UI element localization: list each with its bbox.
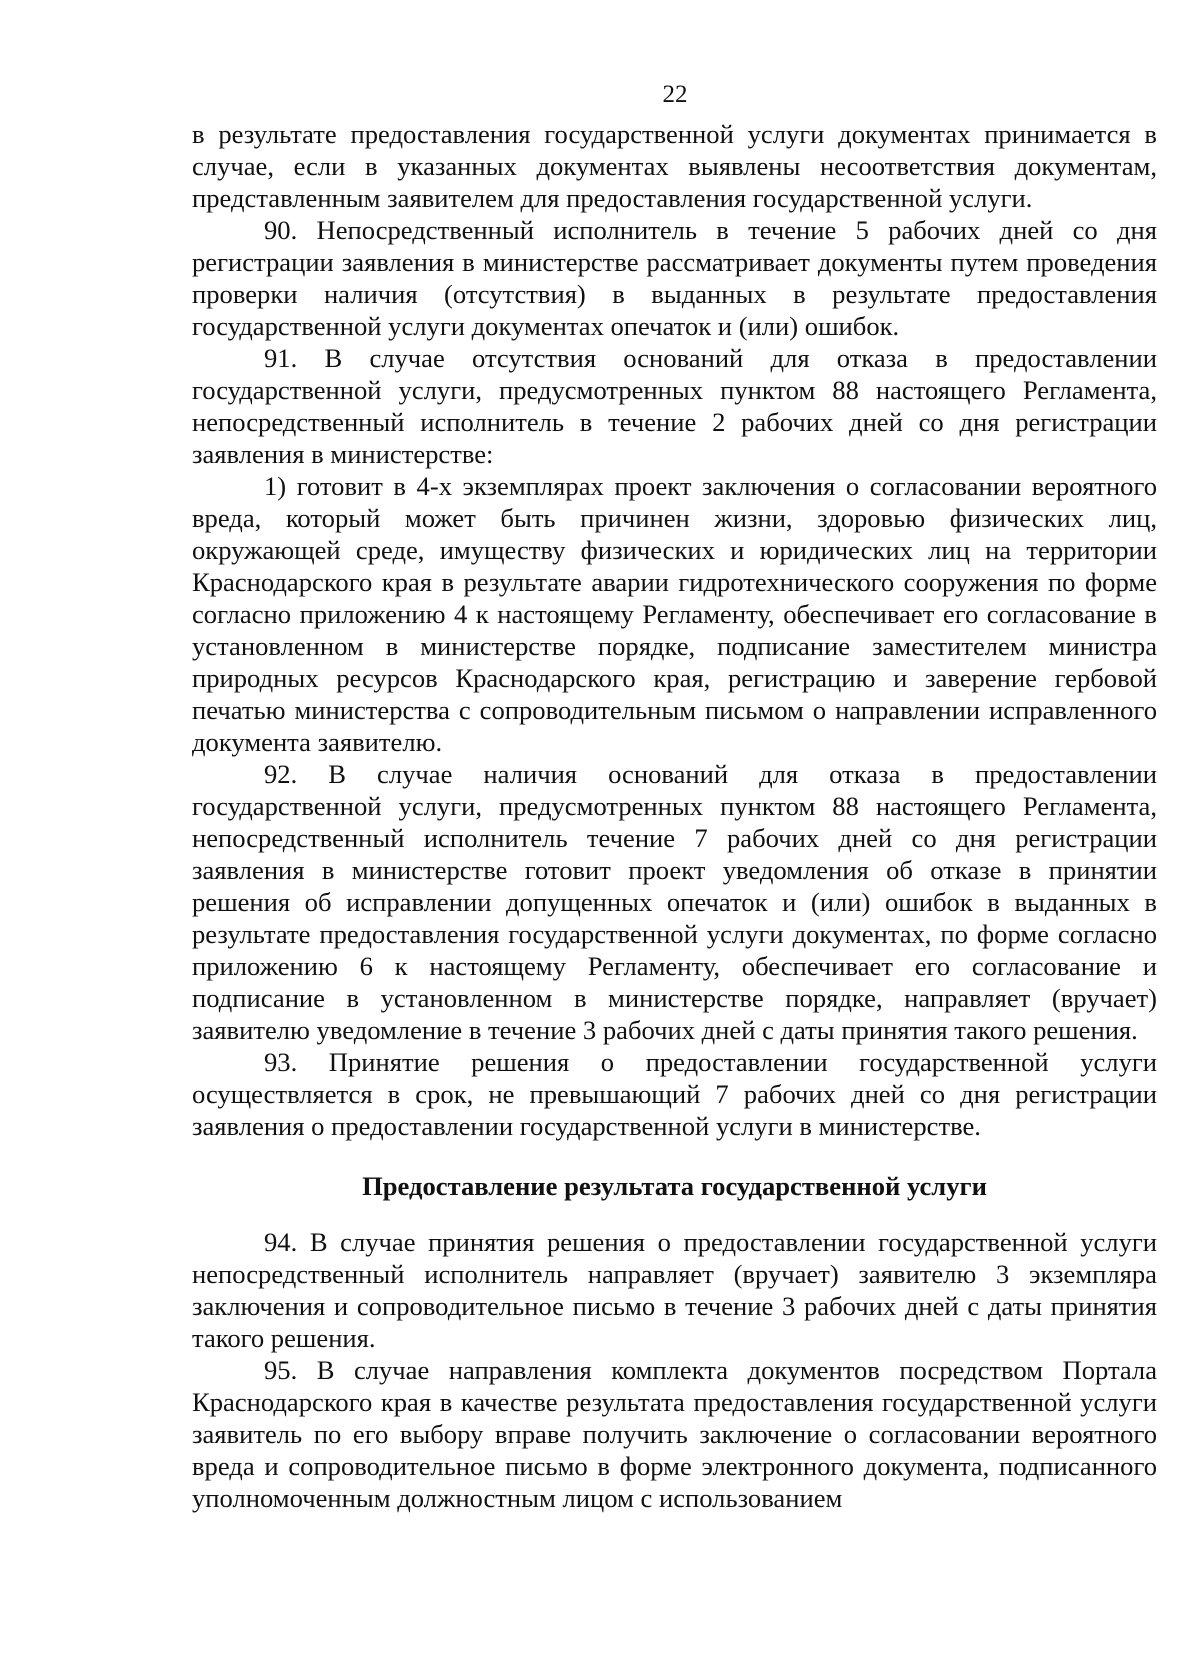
paragraph-91-item-1: 1) готовит в 4-х экземплярах проект заключения о согласовании вероятного вреда, который может быть причинен жизни, здоровью физических лиц, окружающей среде, имуществу физических и юридических лиц на территории Краснодарского края в результате аварии гидротехнического сооружения по форме согласно приложению 4 к настоящему Регламенту, обеспечивает его согласование в установленном в министерстве порядке, подписание заместителем министра природных ресурсов Краснодарского края, регистрацию и заверение гербовой печатью министерства с сопроводительным письмом о направлении исправленного документа заявителю. — [192, 471, 1157, 757]
paragraph-continuation: в результате предоставления государственной услуги документах принимается в случае, если в указанных документах выявлены несоответствия документам, представленным заявителем для предоставления государственной услуги. — [192, 119, 1157, 213]
paragraph-93: 93. Принятие решения о предоставлении государственной услуги осуществляется в срок, не превышающий 7 рабочих дней со дня регистрации заявления о предоставлении государственной услуги в министерстве. — [192, 1047, 1157, 1141]
document-body — [192, 118, 1157, 1514]
paragraph-94: 94. В случае принятия решения о предоставлении государственной услуги непосредственный исполнитель направляет (вручает) заявителю 3 экземпляра заключения и сопроводительное письмо в течение 3 рабочих дней с даты принятия такого решения. — [192, 1227, 1157, 1353]
paragraph-91: 91. В случае отсутствия оснований для отказа в предоставлении государственной услуги, предусмотренных пунктом 88 настоящего Регламента, непосредственный исполнитель в течение 2 рабочих дней со дня регистрации заявления в министерстве: — [192, 343, 1157, 469]
page-number: 22 — [662, 81, 688, 108]
paragraph-92: 92. В случае наличия оснований для отказа в предоставлении государственной услуги, предусмотренных пунктом 88 настоящего Регламента, непосредственный исполнитель течение 7 рабочих дней со дня регистрации заявления в министерстве готовит проект уведомления об отказе в принятии решения об исправлении допущенных опечаток и (или) ошибок в выданных в результате предоставления государственной услуги документах, по форме согласно приложению 6 к настоящему Регламенту, обеспечивает его согласование и подписание в установленном в министерстве порядке, направляет (вручает) заявителю уведомление в течение 3 рабочих дней с даты принятия такого решения. — [192, 759, 1157, 1045]
section-heading: Предоставление результата государственной услуги — [362, 1171, 987, 1201]
paragraph-90: 90. Непосредственный исполнитель в течение 5 рабочих дней со дня регистрации заявления в министерстве рассматривает документы путем проведения проверки наличия (отсутствия) в выданных в результате предоставления государственной услуги документах опечаток и (или) ошибок. — [192, 215, 1157, 341]
paragraph-95: 95. В случае направления комплекта документов посредством Портала Краснодарского края в качестве результата предоставления государственной услуги заявитель по его выбору вправе получить заключение о согласовании вероятного вреда и сопроводительное письмо в форме электронного документа, подписанного уполномоченным должностным лицом с использованием — [192, 1355, 1157, 1513]
